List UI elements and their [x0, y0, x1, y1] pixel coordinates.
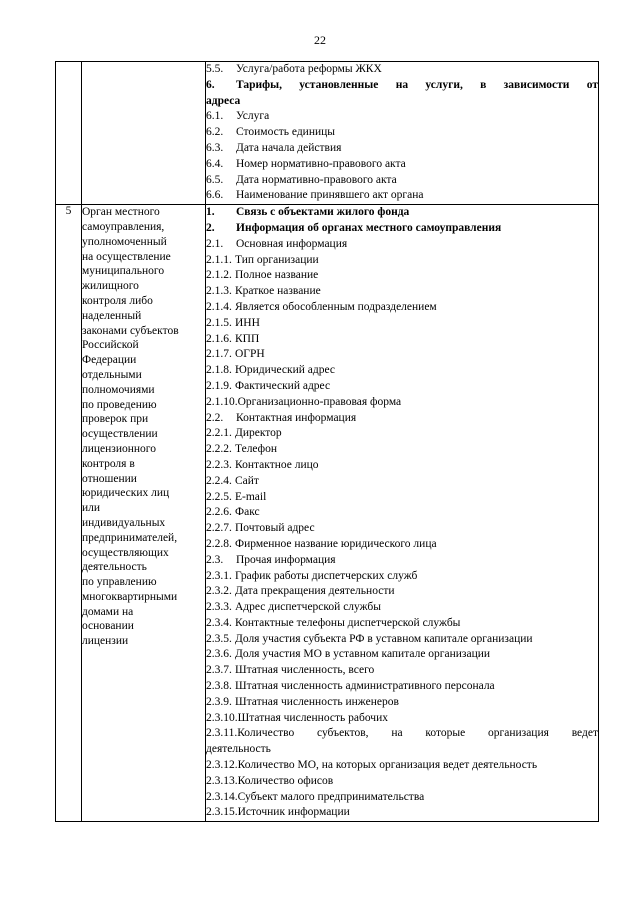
- list-item: [206, 442, 598, 458]
- list-item: [206, 62, 598, 78]
- item-label: Краткое название: [235, 285, 321, 298]
- list-item: [206, 379, 598, 395]
- item-label: Наименование принявшего акт органа: [236, 189, 424, 202]
- list-item: [206, 458, 598, 474]
- item-label: деятельность: [206, 743, 271, 756]
- description-line: законами субъектов: [82, 324, 179, 337]
- list-item: [206, 600, 598, 616]
- description-line: наделенный: [82, 309, 142, 322]
- item-label: Почтовый адрес: [235, 522, 315, 535]
- description-line: осуществлении: [82, 428, 158, 441]
- item-code: 2.3.7.: [206, 664, 232, 677]
- item-label: Штатная численность инженеров: [235, 695, 399, 708]
- item-code: 2.1.10.: [206, 395, 238, 408]
- item-code: 2.3.3.: [206, 601, 232, 614]
- item-code: 2.2.4.: [206, 474, 232, 487]
- requirements-table: [55, 61, 599, 822]
- item-code: 2.1.2.: [206, 269, 232, 282]
- item-code: 2.3.12.: [206, 759, 238, 772]
- item-code: 2.3.: [206, 553, 224, 566]
- item-label: Услуга: [236, 110, 270, 123]
- list-item: [206, 647, 598, 663]
- list-item: [206, 157, 598, 173]
- description-line: жилищного: [82, 280, 139, 293]
- item-label: Адрес диспетчерской службы: [235, 601, 382, 614]
- item-code: 6.1.: [206, 110, 224, 123]
- list-item: [206, 173, 598, 189]
- item-label: Связь с объектами жилого фонда: [236, 206, 410, 219]
- item-label: Основная информация: [236, 237, 348, 250]
- list-item: [206, 237, 598, 253]
- item-code: 5.5.: [206, 63, 224, 75]
- list-item: [206, 695, 598, 711]
- item-code: 2.3.4.: [206, 616, 232, 629]
- item-code: 2.: [206, 221, 215, 234]
- list-item: [206, 537, 598, 553]
- list-item: [206, 284, 598, 300]
- description-line: юридических лиц: [82, 487, 170, 500]
- list-item: [206, 474, 598, 490]
- item-code: 2.3.15.: [206, 806, 238, 819]
- list-item: [206, 521, 598, 537]
- item-label: Является обособленным подразделением: [235, 300, 437, 313]
- list-item: [206, 726, 598, 742]
- list-item: [206, 188, 598, 204]
- description-line: индивидуальных: [82, 516, 166, 529]
- item-code: 6.2.: [206, 126, 224, 139]
- item-label: Тип организации: [235, 253, 319, 266]
- item-label: Доля участия субъекта РФ в уставном капитале организации: [235, 632, 533, 645]
- item-label: Номер нормативно-правового акта: [236, 157, 406, 170]
- row-number: [56, 62, 82, 205]
- item-label: Контактное лицо: [235, 458, 319, 471]
- list-item: [206, 395, 598, 411]
- list-item: [206, 141, 598, 157]
- description-line: муниципального: [82, 265, 165, 278]
- item-code: 2.3.11.: [206, 727, 238, 740]
- item-code: 2.3.9.: [206, 695, 232, 708]
- list-item: [206, 758, 598, 774]
- description-line: на осуществление: [82, 250, 171, 263]
- description-line: предпринимателей,: [82, 531, 178, 544]
- item-label: Дата нормативно-правового акта: [236, 173, 397, 186]
- list-item: [206, 109, 598, 125]
- item-label: Фирменное название юридического лица: [235, 537, 437, 550]
- list-item: [206, 790, 598, 806]
- item-code: 6.4.: [206, 157, 224, 170]
- item-code: 1.: [206, 206, 215, 219]
- list-item: [206, 584, 598, 600]
- item-code: 2.1.8.: [206, 364, 232, 377]
- item-code: 6.5.: [206, 173, 224, 186]
- item-label: Контактная информация: [236, 411, 357, 424]
- list-item: [206, 253, 598, 269]
- information-items: [206, 62, 599, 205]
- item-code: 2.1.3.: [206, 285, 232, 298]
- item-label: Дата прекращения деятельности: [235, 585, 395, 598]
- item-code: 2.2.3.: [206, 458, 232, 471]
- list-item: [206, 426, 598, 442]
- item-label: Контактные телефоны диспетчерской службы: [235, 616, 461, 629]
- list-item: [206, 569, 598, 585]
- description-line: многоквартирными: [82, 590, 178, 603]
- item-code: 2.2.1.: [206, 427, 232, 440]
- item-label: Тарифы, установленные на услуги, в зависимости от: [236, 78, 598, 91]
- description-line: проверок при: [82, 413, 149, 426]
- item-label: Количество МО, на которых организация ведет деятельность: [237, 759, 538, 772]
- item-code: 2.1.: [206, 237, 224, 250]
- item-code: 2.1.9.: [206, 379, 232, 392]
- item-code: 2.3.2.: [206, 585, 232, 598]
- description-line: осуществляющих: [82, 546, 169, 559]
- description-line: Российской: [82, 339, 139, 352]
- description-line: полномочиями: [82, 383, 155, 396]
- table-body: [56, 62, 599, 822]
- item-code: 2.1.1.: [206, 253, 232, 266]
- item-label: Штатная численность рабочих: [237, 711, 388, 724]
- description-line: лицензионного: [82, 442, 156, 455]
- item-code: 2.2.7.: [206, 522, 232, 535]
- list-item: [206, 125, 598, 141]
- list-item: [206, 742, 598, 758]
- item-code: 2.1.5.: [206, 316, 232, 329]
- item-label: Директор: [235, 427, 282, 440]
- item-label: Юридический адрес: [235, 364, 335, 377]
- page-number: 22: [314, 33, 326, 47]
- item-label: Факс: [235, 506, 260, 519]
- item-label: Фактический адрес: [235, 379, 331, 392]
- item-label: Штатная численность административного персонала: [235, 680, 495, 693]
- item-code: 2.3.5.: [206, 632, 232, 645]
- information-items: [206, 205, 599, 822]
- item-code: 2.1.6.: [206, 332, 232, 345]
- list-item: [206, 553, 598, 569]
- list-item: [206, 94, 598, 110]
- list-item: [206, 663, 598, 679]
- item-label: ИНН: [235, 316, 260, 329]
- item-label: Организационно-правовая форма: [237, 395, 402, 408]
- list-item: [206, 805, 598, 821]
- description-line: контроля в: [82, 457, 135, 470]
- item-label: Субъект малого предпринимательства: [237, 790, 425, 803]
- item-label: Количество офисов: [237, 774, 334, 787]
- description-line: контроля либо: [82, 294, 153, 307]
- list-item: [206, 505, 598, 521]
- item-code: 6.3.: [206, 141, 224, 154]
- list-item: [206, 300, 598, 316]
- item-code: 2.3.1.: [206, 569, 232, 582]
- item-code: 2.3.13.: [206, 774, 238, 787]
- list-item: [206, 490, 598, 506]
- list-item: [206, 774, 598, 790]
- description-line: отношении: [82, 472, 137, 485]
- item-label: Доля участия МО в уставном капитале организации: [235, 648, 491, 661]
- list-item: [206, 316, 598, 332]
- item-code: 6.6.: [206, 189, 224, 202]
- list-item: [206, 268, 598, 284]
- list-item: [206, 632, 598, 648]
- item-label: Штатная численность, всего: [235, 664, 375, 677]
- item-code: 2.3.10.: [206, 711, 238, 724]
- list-item: [206, 711, 598, 727]
- item-label: Информация об органах местного самоуправления: [236, 221, 502, 234]
- list-item: [206, 411, 598, 427]
- table-row: [56, 62, 599, 205]
- item-label: Источник информации: [237, 806, 350, 819]
- row-number: 5: [56, 205, 82, 822]
- item-code: 2.2.6.: [206, 506, 232, 519]
- table-row: [56, 205, 599, 822]
- item-label: Услуга/работа реформы ЖКХ: [236, 63, 382, 75]
- item-code: 6.: [206, 78, 215, 91]
- item-label: Сайт: [235, 474, 259, 487]
- list-item: [206, 205, 598, 221]
- item-code: 2.2.2.: [206, 443, 232, 456]
- description-line: по управлению: [82, 576, 157, 589]
- description-line: Орган местного: [82, 206, 160, 219]
- item-label: Прочая информация: [236, 553, 336, 566]
- description-line: самоуправления,: [82, 220, 165, 233]
- item-code: 2.2.: [206, 411, 224, 424]
- item-label: адреса: [206, 94, 241, 107]
- item-label: КПП: [235, 332, 260, 345]
- item-code: 2.3.6.: [206, 648, 232, 661]
- item-label: Дата начала действия: [236, 141, 342, 154]
- item-code: 2.2.5.: [206, 490, 232, 503]
- item-code: 2.1.7.: [206, 348, 232, 361]
- description-line: уполномоченный: [82, 235, 167, 248]
- list-item: [206, 78, 598, 94]
- item-label: Количество субъектов, на которые организация ведет: [237, 727, 598, 740]
- subject-description: [82, 62, 206, 205]
- description-line: отдельными: [82, 368, 142, 381]
- description-line: по проведению: [82, 398, 157, 411]
- description-line: основании: [82, 620, 134, 633]
- item-label: Телефон: [235, 443, 278, 456]
- item-code: 2.3.8.: [206, 680, 232, 693]
- item-label: График работы диспетчерских служб: [235, 569, 418, 582]
- item-label: Полное название: [235, 269, 319, 282]
- item-code: 2.1.4.: [206, 300, 232, 313]
- description-line: домами на: [82, 605, 134, 618]
- list-item: [206, 363, 598, 379]
- subject-description: [82, 205, 206, 822]
- item-label: E-mail: [235, 490, 267, 503]
- description-line: деятельность: [82, 561, 147, 574]
- description-line: Федерации: [82, 354, 137, 367]
- list-item: [206, 332, 598, 348]
- item-label: Стоимость единицы: [236, 126, 336, 139]
- item-label: ОГРН: [235, 348, 265, 361]
- list-item: [206, 347, 598, 363]
- list-item: [206, 616, 598, 632]
- description-line: или: [82, 502, 101, 515]
- list-item: [206, 679, 598, 695]
- description-line: лицензии: [82, 635, 129, 648]
- list-item: [206, 221, 598, 237]
- item-code: 2.3.14.: [206, 790, 238, 803]
- item-code: 2.2.8.: [206, 537, 232, 550]
